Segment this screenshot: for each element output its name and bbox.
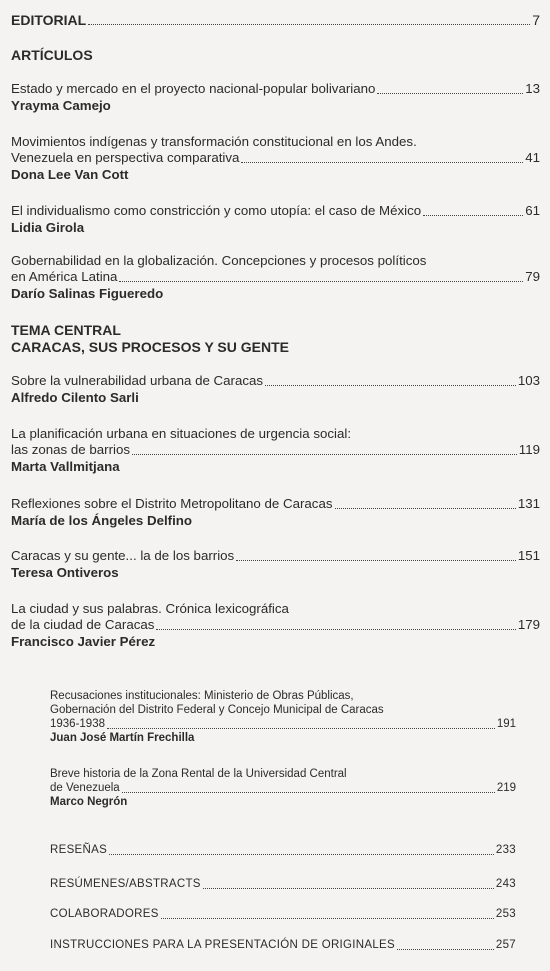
leader-dots [161,917,494,919]
entry-title: RESEÑAS [50,844,108,856]
entry-author: Marco Negrón [50,796,128,808]
toc-entry[interactable] [11,426,540,475]
page-number: 151 [517,548,540,563]
toc-entry-colaboradores[interactable] [50,907,516,921]
entry-author: Marta Vallmitjana [11,459,120,474]
toc-entry[interactable] [11,373,540,406]
toc-entry-resenas[interactable] [50,843,516,857]
entry-author: Juan José Martín Frechilla [50,732,195,744]
toc-entry[interactable] [11,81,540,114]
entry-title: Venezuela en perspectiva comparativa [11,150,240,165]
toc-entry[interactable] [11,134,540,183]
page-number: 41 [525,150,540,165]
entry-title: las zonas de barrios [11,442,130,457]
entry-title: de Venezuela [50,782,120,794]
page-number: 179 [517,617,540,632]
entry-author: Dona Lee Van Cott [11,167,129,182]
section-subheading: CARACAS, SUS PROCESOS Y SU GENTE [11,339,289,355]
toc-entry-instrucciones[interactable] [50,938,516,952]
toc-entry[interactable] [11,496,540,529]
leader-dots [107,727,495,729]
page-number: 253 [495,908,516,920]
entry-author: Francisco Javier Pérez [11,634,156,649]
toc-entry[interactable] [50,767,516,810]
entry-title: 1936-1938 [50,718,105,730]
toc-entry[interactable] [11,253,540,302]
section-heading-articulos: ARTÍCULOS [11,47,93,63]
entry-author: Yrayma Camejo [11,98,111,113]
entry-title: Recusaciones institucionales: Ministerio de Obras Públicas, [50,690,354,702]
page-number: 13 [525,81,540,96]
entry-title: Gobernación del Distrito Federal y Concejo Municipal de Caracas [50,704,384,716]
entry-title: RESÚMENES/ABSTRACTS [50,878,201,890]
entry-title: Caracas y su gente... la de los barrios [11,548,235,563]
toc-entry[interactable] [11,203,540,236]
entry-title: EDITORIAL [11,12,87,28]
entry-author: Teresa Ontiveros [11,565,119,580]
page-number: 103 [517,373,540,388]
entry-title: INSTRUCCIONES PARA LA PRESENTACIÓN DE ORIGINALES [50,939,395,951]
entry-title: Movimientos indígenas y transformación constitucional en los Andes. [11,134,417,149]
page-number: 243 [495,878,516,890]
entry-title: en América Latina [11,269,118,284]
entry-title: Breve historia de la Zona Rental de la Universidad Central [50,768,347,780]
toc-entry[interactable] [11,548,540,581]
entry-title: Reflexiones sobre el Distrito Metropolitano de Caracas [11,496,333,511]
entry-title: Sobre la vulnerabilidad urbana de Caracas [11,373,264,388]
page-number: 61 [525,203,540,218]
entry-title: Gobernabilidad en la globalización. Concepciones y procesos políticos [11,253,427,268]
page-number: 233 [495,844,516,856]
leader-dots [203,887,494,889]
entry-title: El individualismo como constricción y como utopía: el caso de México [11,203,422,218]
page-number: 257 [495,939,516,951]
leader-dots [122,791,495,793]
leader-dots [236,559,516,561]
page-number: 7 [532,12,540,28]
leader-dots [377,92,523,94]
page-number: 219 [496,782,516,794]
leader-dots [109,853,494,855]
entry-author: Darío Salinas Figueredo [11,286,164,301]
entry-author: Lidia Girola [11,220,85,235]
leader-dots [423,214,523,216]
entry-title: La ciudad y sus palabras. Crónica lexicográfica [11,601,289,616]
section-heading-tema-central: TEMA CENTRAL [11,322,121,338]
toc-entry-editorial[interactable] [11,12,540,28]
page-number: 191 [496,718,516,730]
entry-title: COLABORADORES [50,908,159,920]
entry-author: Alfredo Cilento Sarli [11,390,139,405]
leader-dots [335,507,516,509]
leader-dots [88,23,530,25]
page-number: 119 [518,442,540,457]
toc-entry-resumenes[interactable] [50,877,516,891]
toc-entry[interactable] [11,601,540,650]
page-number: 79 [525,269,540,284]
entry-author: María de los Ángeles Delfino [11,513,193,528]
page-number: 131 [517,496,540,511]
leader-dots [132,453,517,455]
leader-dots [265,384,516,386]
entry-title: de la ciudad de Caracas [11,617,155,632]
toc-entry[interactable] [50,689,516,746]
leader-dots [119,280,523,282]
leader-dots [156,628,515,630]
leader-dots [241,161,523,163]
leader-dots [397,948,494,950]
entry-title: La planificación urbana en situaciones de urgencia social: [11,426,352,441]
entry-title: Estado y mercado en el proyecto nacional-popular bolivariano [11,81,376,96]
